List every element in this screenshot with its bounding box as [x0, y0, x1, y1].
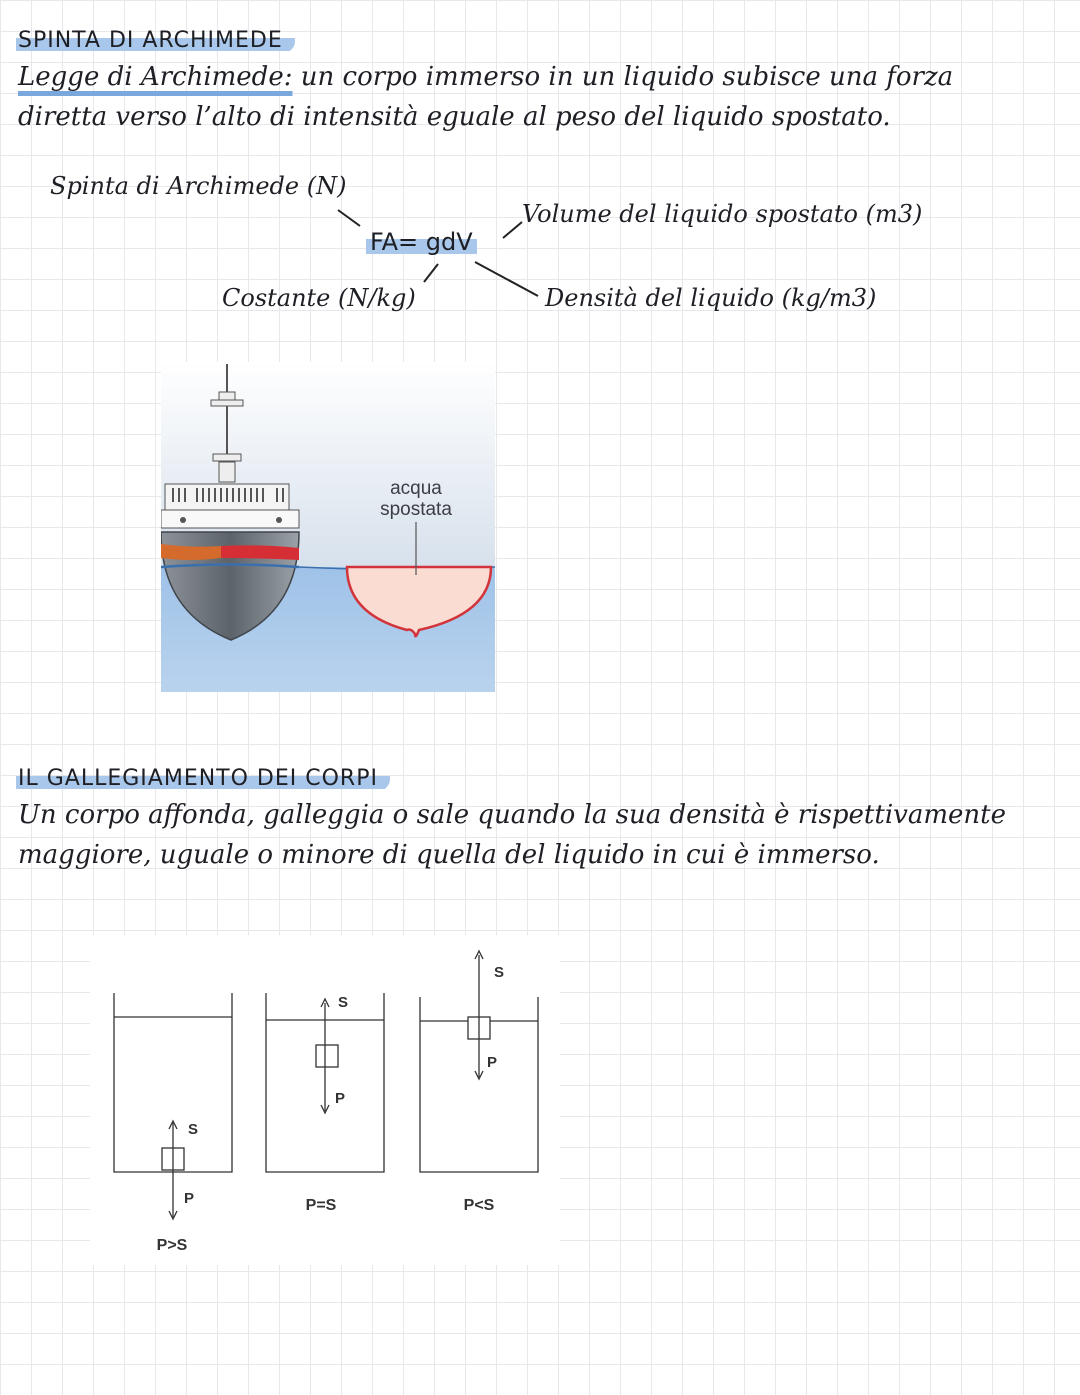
ship-red-stripe: [221, 545, 299, 560]
container-3-p-label: P: [487, 1054, 498, 1071]
connector-volume: [503, 222, 522, 238]
container-2-p-label: P: [335, 1090, 346, 1107]
label-costante: Costante (N/kg): [222, 284, 416, 312]
displaced-water-label-2: spostata: [380, 499, 452, 520]
container-1-p-label: P: [184, 1190, 195, 1207]
containers-figure: [90, 935, 560, 1265]
container-1-caption: P>S: [156, 1237, 188, 1254]
section-title-text: SPINTA DI ARCHIMEDE: [18, 28, 283, 53]
formula-expression: FA= gdV: [366, 228, 477, 256]
law-text-1: un corpo immerso in un liquido subisce una forza: [292, 62, 954, 92]
label-volume: Volume del liquido spostato (m3): [522, 200, 923, 228]
connector-densita: [475, 262, 538, 296]
displaced-water-label-1: acqua: [390, 478, 442, 499]
container-2-caption: P=S: [305, 1197, 337, 1214]
container-3-caption: P<S: [463, 1197, 495, 1214]
floating-line-2: maggiore, uguale o minore di quella del liquido in cui è immerso.: [18, 840, 880, 870]
floating-line-1: Un corpo affonda, galleggia o sale quando la sua densità è rispettivamente: [18, 800, 1006, 830]
ship-figure: [161, 362, 495, 692]
connector-spinta: [338, 210, 360, 226]
label-densita: Densità del liquido (kg/m3): [545, 284, 877, 312]
ship-superstructure: [161, 484, 299, 528]
formula-connectors: [0, 0, 1080, 330]
section-title-galleggiamento: [16, 766, 390, 791]
container-3-s-label: S: [494, 964, 505, 981]
law-label: Legge di Archimede:: [18, 62, 293, 92]
container-2-s-label: S: [338, 994, 349, 1011]
container-1-s-label: S: [188, 1121, 199, 1138]
label-spinta: Spinta di Archimede (N): [50, 172, 347, 200]
section-title-text: IL GALLEGIAMENTO DEI CORPI: [18, 766, 378, 791]
connector-costante: [424, 264, 438, 282]
law-line-2: diretta verso l’alto di intensità eguale al peso del liquido spostato.: [18, 102, 891, 132]
